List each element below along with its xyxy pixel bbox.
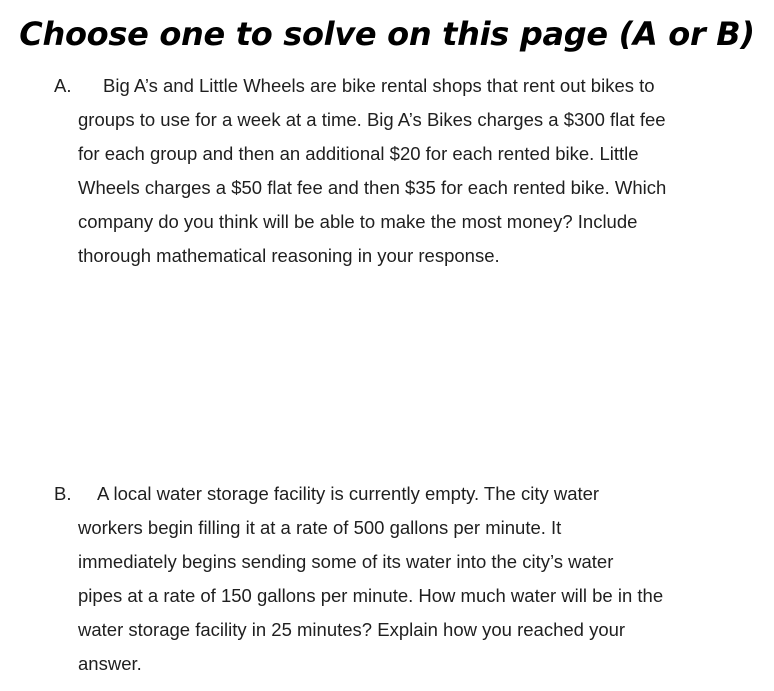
problem-a-line: company do you think will be able to make the most money? Include <box>78 211 638 232</box>
problem-b-line: A local water storage facility is currently empty. The city water <box>97 483 600 504</box>
problem-b-line: water storage facility in 25 minutes? Explain how you reached your <box>78 619 626 640</box>
problem-a-line: for each group and then an additional $20 for each rented bike. Little <box>78 143 639 164</box>
problem-a <box>54 69 758 273</box>
problem-b-line: pipes at a rate of 150 gallons per minute. How much water will be in the <box>78 585 664 606</box>
problem-a-line: Wheels charges a $50 flat fee and then $35 for each rented bike. Which <box>78 177 667 198</box>
problem-b <box>54 477 758 681</box>
problem-b-line: answer. <box>78 653 142 674</box>
problem-b-line: immediately begins sending some of its water into the city’s water <box>78 551 614 572</box>
page-title: Choose one to solve on this page (A or B) <box>19 15 755 53</box>
problem-a-line: Big A’s and Little Wheels are bike rental shops that rent out bikes to <box>103 75 655 96</box>
problem-a-line: groups to use for a week at a time. Big A’s Bikes charges a $300 flat fee <box>78 109 666 130</box>
problem-a-line: thorough mathematical reasoning in your response. <box>78 245 500 266</box>
problem-b-line: workers begin filling it at a rate of 500 gallons per minute. It <box>78 517 562 538</box>
problem-a-marker: A. <box>54 75 72 96</box>
problem-b-marker: B. <box>54 483 72 504</box>
